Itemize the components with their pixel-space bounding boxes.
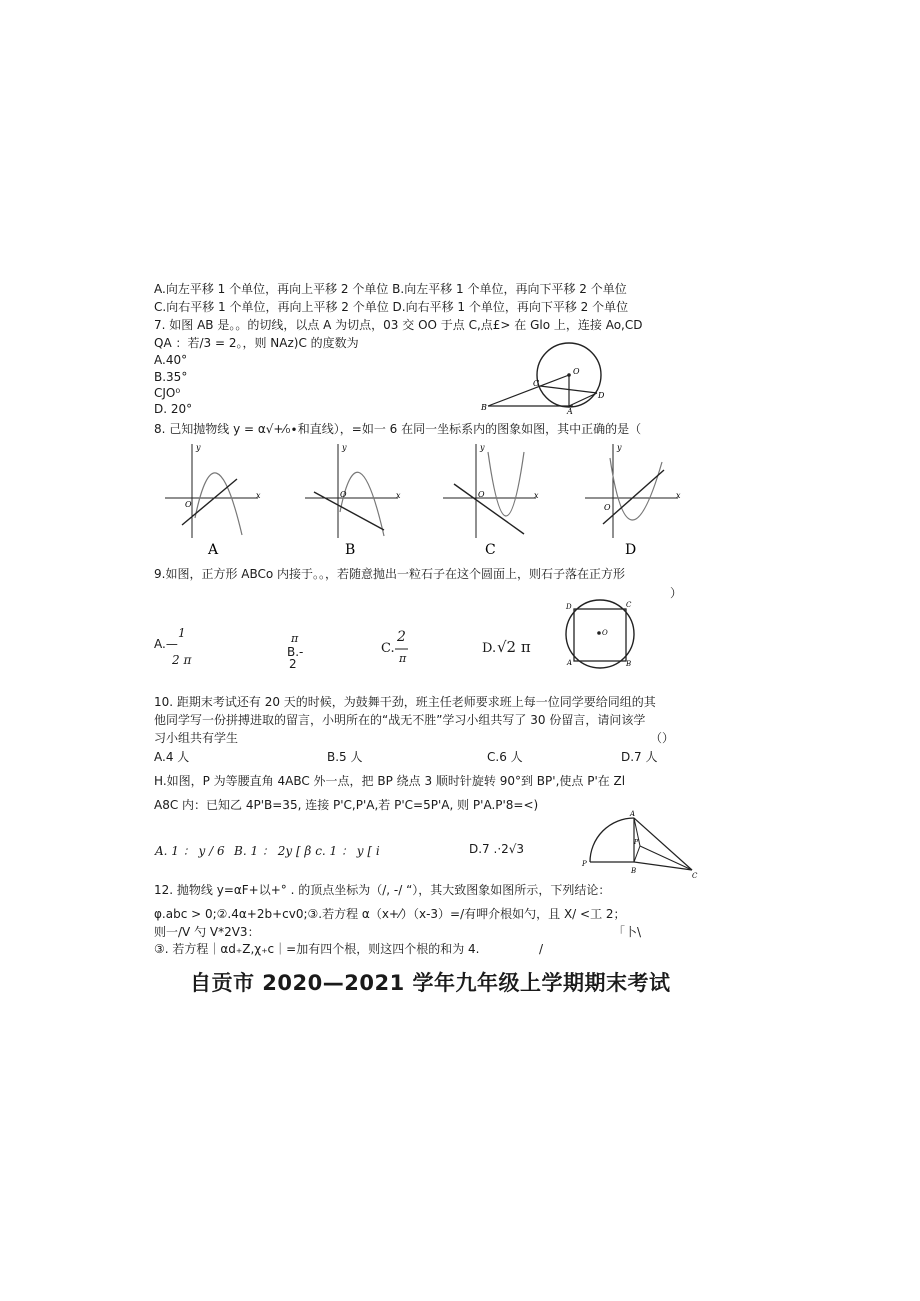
- fig8d-x-label: x: [676, 491, 681, 500]
- fig8-caption-b: B: [345, 542, 356, 558]
- q11-option-a: [155, 843, 225, 859]
- fig9-label-b: B: [626, 660, 632, 668]
- fig11-label-p: P: [582, 860, 587, 868]
- figure-q8-graph-b: [300, 440, 410, 558]
- fig8b-x-label: x: [396, 491, 401, 500]
- figure-q8-graph-c: [438, 440, 548, 558]
- fig7-label-a: A: [567, 407, 573, 416]
- figure-q8-graph-d: [580, 440, 690, 558]
- q11-option-a-text: A. 1 ： y / 6: [155, 844, 225, 858]
- q9-option-c-denominator: π: [399, 652, 407, 665]
- q9-option-c-label: C.: [381, 641, 395, 656]
- fig8b-y-label: y: [342, 443, 347, 452]
- q7-option-a: A.40°: [154, 353, 188, 367]
- question-8-stem: 8. 己知抛物线 y = α√+⁄₀∙和直线），=如一 6 在同一坐标系内的图象如图，其中正确的是（: [154, 422, 642, 436]
- question-10-stem: 10. 距期末考试还有 20 天的时候，为鼓舞干劲，班主任老师要求班上每一位同学要给同组的其: [154, 695, 656, 709]
- q12-statement-cont: 则一/V 勺 V*2V3：: [154, 925, 260, 939]
- fig8a-origin-label: O: [185, 500, 192, 509]
- figure-q7: [480, 340, 610, 415]
- q10-option-a: A.4 人: [154, 750, 190, 764]
- q10-option-b: B.5 人: [327, 750, 363, 764]
- fig8d-origin-label: O: [604, 503, 611, 512]
- fig8d-y-label: y: [617, 443, 622, 452]
- figure-q9: [560, 598, 640, 678]
- q9-option-a-denominator: 2 π: [172, 653, 192, 667]
- fig8b-origin-label: O: [340, 490, 347, 499]
- page-title: 自贡市 2020—2021 学年九年级上学期期末考试: [190, 971, 671, 995]
- q9-option-b-numerator: π: [291, 632, 299, 645]
- q9-option-d-value: √2 π: [497, 638, 531, 656]
- fig9-label-a: A: [567, 659, 573, 667]
- q9-option-d-label: D.: [482, 641, 497, 656]
- fig8a-x-label: x: [256, 491, 261, 500]
- fig8c-origin-label: O: [478, 490, 485, 499]
- q10-paren: （）: [650, 731, 675, 745]
- q9-option-a-numerator: 1: [178, 626, 186, 640]
- q11-option-d: D.7 .·2√3: [469, 842, 525, 856]
- q10-option-d: D.7 人: [621, 750, 658, 764]
- fig7-label-d: D: [598, 391, 605, 400]
- question-11-stem-2: A8C 内：已知乙 4P'B=35, 连接 P'C,P'A,若 P'C=5P'A, 则 P'A.P'8=<): [154, 798, 539, 812]
- q11-option-bc: [234, 843, 380, 859]
- figure-q11: [578, 808, 700, 880]
- q12-statement-1-2: φ.abc > 0;②.4α+2b+cv0;③.若方程 α（x+⁄）（x-3）=/有呷介根如勺，且 X/ <工 2；: [154, 907, 626, 921]
- q7-option-c: CJO⁰: [154, 386, 181, 400]
- q9-option-b-label: B.-: [287, 645, 304, 659]
- fig8-caption-c: C: [485, 542, 496, 558]
- fig9-label-d: D: [566, 603, 572, 611]
- q9-paren: ）: [670, 586, 683, 600]
- fig8c-x-label: x: [534, 491, 539, 500]
- fig8c-y-label: y: [480, 443, 485, 452]
- q9-option-c-fraction-bar: [395, 648, 409, 650]
- q9-option-c-numerator: 2: [397, 629, 406, 645]
- fig8a-y-label: y: [196, 443, 201, 452]
- q12-bracket-mark: 「卜\: [613, 925, 642, 939]
- fig7-label-c: C: [533, 379, 540, 388]
- q10-option-c: C.6 人: [487, 750, 523, 764]
- question-7-stem: 7. 如图 AB 是。。的切线，以点 A 为切点，03 交 OO 于点 C,点£> 在 Glo 上，连接 Ao,CD: [154, 318, 643, 332]
- line-q6-option-ab: A.向左平移 1 个单位，再向上平移 2 个单位 B.向左平移 1 个单位，再向下平移 2 个单位: [154, 282, 627, 296]
- fig9-label-o: O: [602, 629, 608, 637]
- q12-slash-mark: /: [539, 942, 544, 956]
- fig11-label-p-prime: P': [634, 839, 640, 846]
- fig8-caption-a: A: [208, 542, 219, 558]
- q11-option-bc-text: B. 1 ： 2y [ β c. 1 ： y [ i: [234, 844, 380, 858]
- fig11-label-c: C: [692, 872, 698, 880]
- question-11-stem: H.如图，P 为等腰直角 4ABC 外一点，把 BP 绕点 3 顺时针旋转 90°到 BP',使点 P'在 Zl: [154, 774, 626, 788]
- q7-option-b: B.35°: [154, 370, 188, 384]
- fig8-caption-d: D: [625, 542, 637, 558]
- question-7-stem-2: QA ：若/3 = 2。，则 NAz)C 的度数为: [154, 336, 359, 350]
- figure-q8-graph-a: [160, 440, 270, 558]
- fig11-label-a: A: [630, 810, 636, 818]
- fig7-label-o: O: [573, 367, 580, 376]
- fig9-label-c: C: [626, 601, 632, 609]
- q12-statement-3: ③. 若方程｜αd₊Z,χ₊c｜=加有四个根，则这四个根的和为 4.: [154, 942, 480, 956]
- q9-option-a-label: A.—: [154, 637, 178, 651]
- question-9-stem: 9.如图，正方形 ABCo 内接于。。，若随意抛出一粒石子在这个圆面上，则石子落在正方形: [154, 567, 626, 581]
- question-10-stem-3: 习小组共有学生: [154, 731, 239, 745]
- line-q6-option-cd: C.向右平移 1 个单位，再向上平移 2 个单位 D.向右平移 1 个单位，再向下平移 2 个单位: [154, 300, 629, 314]
- question-10-stem-2: 他同学写一份拼搏进取的留言，小明所在的“战无不胜”学习小组共写了 30 份留言，请问该学: [154, 713, 646, 727]
- fig7-label-b: B: [481, 403, 487, 412]
- q9-option-b-denominator: 2: [289, 657, 297, 671]
- question-12-stem: 12. 抛物线 y=αF+以+° . 的顶点坐标为（/, -/ “），其大致图象如图所示，下列结论：: [154, 883, 611, 897]
- fig11-label-b: B: [631, 867, 637, 875]
- q7-option-d: D. 20°: [154, 402, 193, 416]
